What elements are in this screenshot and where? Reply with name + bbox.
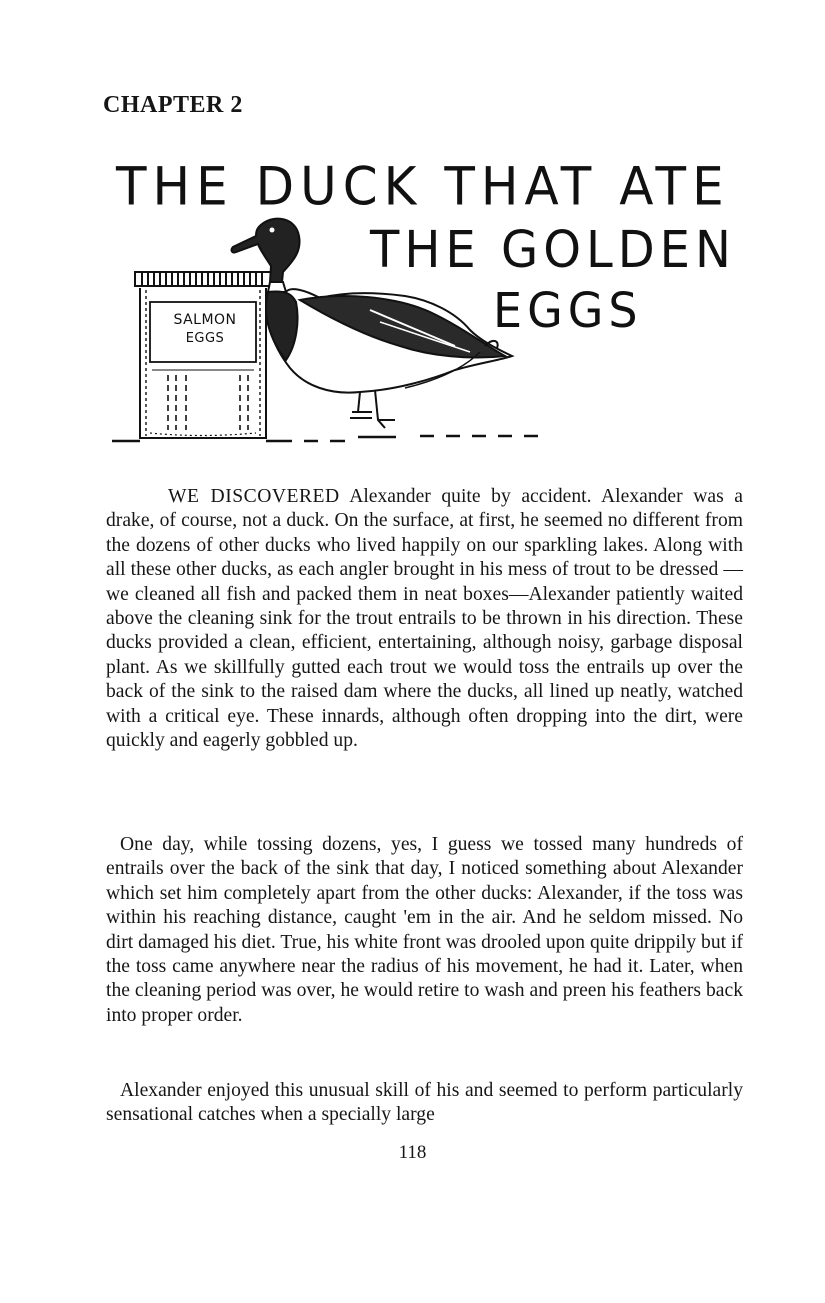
paragraph-2: One day, while tossing dozens, yes, I guess we tossed many hundreds of entrails over the back of the sink that day, I noticed something about Alexander which set him completely apart from the other ducks: Alexander, if the toss was within his reaching distance, caught 'em in the air. And he seldom missed. No dirt damaged his diet. True, his white front was drooled upon quite drippily but if the toss came anywhere near the radius of his movement, he had it. Later, when the cleaning period was over, he would retire to wash and preen his feathers back into proper order. [106, 834, 743, 1026]
jar-lid [135, 272, 272, 286]
jar-label-line-1: SALMON [173, 312, 237, 328]
chapter-label: CHAPTER 2 [103, 92, 243, 118]
paragraph-3: Alexander enjoyed this unusual skill of his and seemed to perform particularly sensational catches when a specially large [106, 1080, 743, 1126]
jar-label-line-2: EGGS [185, 331, 225, 346]
paragraph-1-body: Alexander quite by accident. Alexander was a drake, of course, not a duck. On the surface, at first, he seemed no different from the dozens of other ducks who lived happily on our sparkling lakes. Along with all these other ducks, as each angler brought in his mess of trout to be dressed —we cleaned all fish and packed them in neat boxes—Alexander patiently waited above the cleaning sink for the trout entrails to be thrown in his direction. These ducks provided a clean, efficient, entertaining, although noisy, garbage disposal plant. As we skillfully gutted each trout we would toss the entrails up over the back of the sink to the raised dam where the ducks, all lined up neatly, watched with a critical eye. These innards, although often dropping into the dirt, were quickly and eagerly gobbled up. [106, 486, 743, 752]
title-line-2: THE GOLDEN [370, 221, 736, 280]
paragraph-1-lead: WE DISCOVERED [168, 486, 340, 507]
jar-body [140, 288, 266, 438]
page-number: 118 [398, 1142, 427, 1163]
duck [232, 219, 512, 428]
paragraph-1 [106, 485, 743, 753]
title-line-1: THE DUCK THAT ATE [116, 156, 730, 217]
title-line-3: EGGS [493, 282, 643, 339]
duck-legs [350, 390, 395, 428]
